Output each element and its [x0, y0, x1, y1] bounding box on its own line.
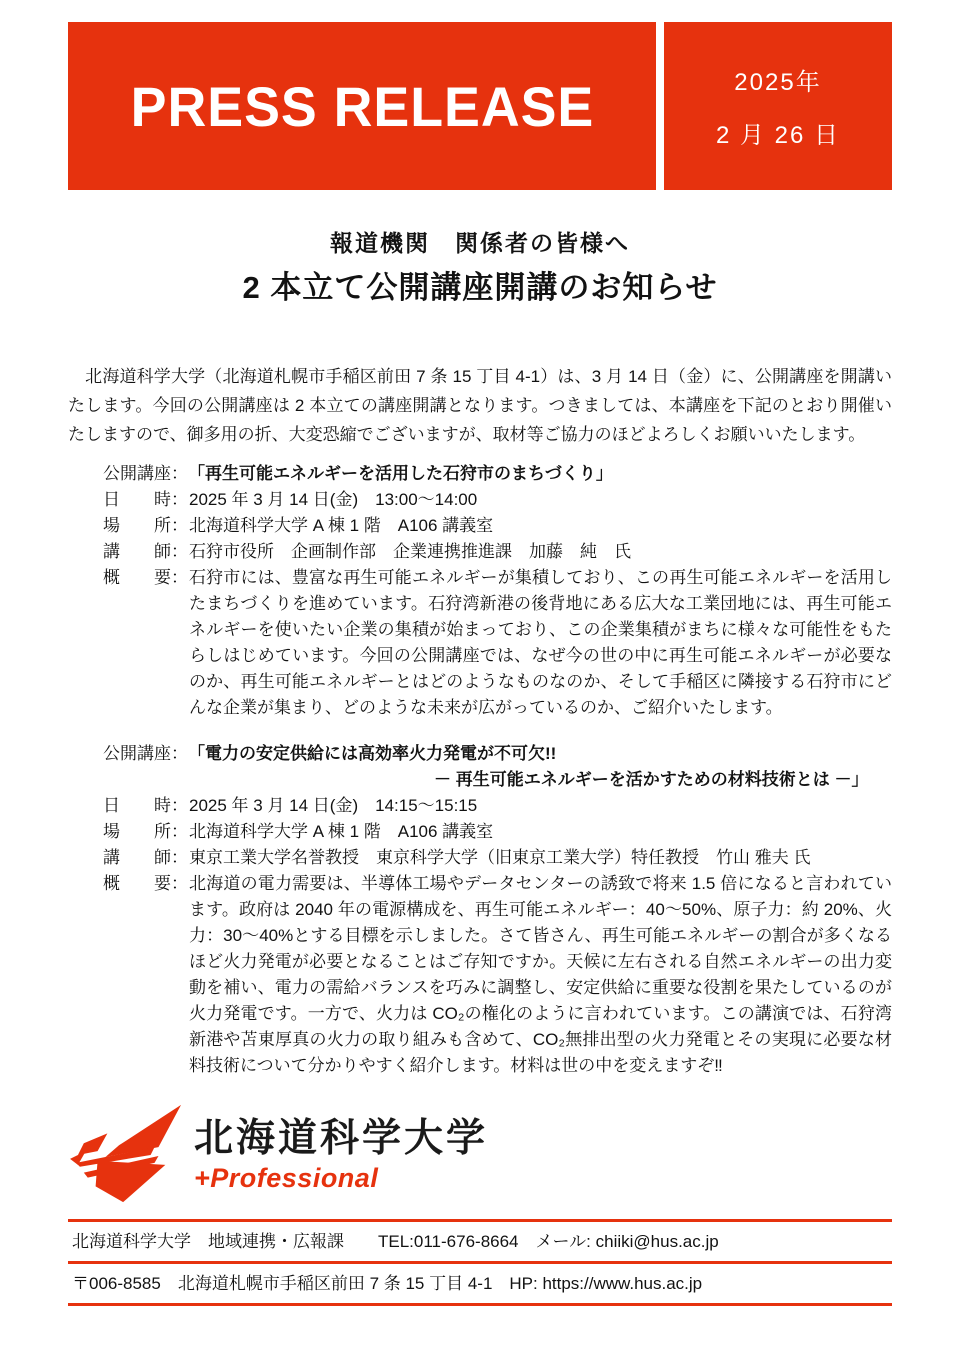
lecture1-title: 「再生可能エネルギーを活用した石狩市のまちづくり」	[188, 464, 613, 483]
datetime-value: 2025 年 3 月 14 日(金) 14:15～15:15	[189, 796, 478, 815]
summary-value: 石狩市には、豊富な再生可能エネルギーが集積しており、この再生可能エネルギーを活用したまちづくりを進めています。石狩湾新港の後背地にある広大な工業団地には、再生可能エネルギーを使いたい企業の集積が始まっており、この企業集積がまちに様々な可能性をもたらしはじめています。今回の公開講座では、なぜ今の世の中に再生可能エネルギーが必要なのか、再生可能エネルギーとはどのようなものなのか、そして手稲区に隣接する石狩市にどんな企業が集まり、どのような未来が広がっているのか、ご紹介いたします。	[189, 568, 892, 717]
press-release-title: PRESS RELEASE	[130, 74, 594, 138]
lecturer-label: 講 師：	[103, 848, 188, 867]
logo-text	[194, 1116, 488, 1194]
datetime-label: 日 時：	[103, 490, 188, 509]
lecture2-title-row	[103, 741, 892, 793]
lecture1-summary-row	[103, 565, 892, 721]
lecture1-datetime-row	[103, 487, 892, 513]
lecture1-lecturer-row	[103, 539, 892, 565]
lecture2-title	[188, 741, 868, 793]
lecture2-title-line2: － 再生可能エネルギーを活かすための材料技術とは －」	[434, 770, 869, 789]
datetime-value: 2025 年 3 月 14 日(金) 13:00～14:00	[189, 490, 478, 509]
lecture1-place-row	[103, 513, 892, 539]
university-logo	[70, 1100, 488, 1210]
lecture1-label: 公開講座：	[103, 464, 188, 483]
footer-divider-bottom	[68, 1303, 892, 1306]
place-value: 北海道科学大学 A 棟 1 階 A106 講義室	[189, 516, 494, 535]
hus-swoosh-mark-icon	[70, 1100, 188, 1210]
lecturer-value: 石狩市役所 企画制作部 企業連携推進課 加藤 純 氏	[189, 542, 631, 561]
lecturer-label: 講 師：	[103, 542, 188, 561]
footer-contact-line: 北海道科学大学 地域連携・広報課 TEL:011-676-8664 メール: chiiki@hus.ac.jp	[72, 1232, 719, 1251]
datetime-label: 日 時：	[103, 796, 188, 815]
footer-address-line: 〒006-8585 北海道札幌市手稲区前田 7 条 15 丁目 4-1 HP: https://www.hus.ac.jp	[72, 1274, 703, 1293]
place-label: 場 所：	[103, 822, 188, 841]
lecture2-summary-row	[103, 871, 892, 1079]
page-title: 2 本立て公開講座開講のお知らせ	[242, 270, 718, 305]
lecture2-lecturer-row	[103, 845, 892, 871]
lecture1-section	[103, 461, 892, 721]
date-box	[664, 22, 892, 190]
lecture2-place-row	[103, 819, 892, 845]
lecture1-title-row	[103, 461, 892, 487]
summary-label: 概 要：	[103, 568, 188, 587]
summary-value: 北海道の電力需要は、半導体工場やデータセンターの誘致で将来 1.5 倍になると言われています。政府は 2040 年の電源構成を、再生可能エネルギー：40～50%、原子力：約 20%、火力：30～40%とする目標を示しました。さて皆さん、再生可能エネルギーの割合が多くなるほど火力発電が必要となることはご存知ですか。天候に左右される自然エネルギーの出力変動を補い、電力の需給バランスを巧みに調整し、安定供給に重要な役割を果たしているのが火力発電です。一方で、火力は CO₂の権化のように言われています。この講演では、石狩湾新港や苫東厚真の火力の取り組みも含めて、CO₂無排出型の火力発電とその実現に必要な材料技術について分かりやすく紹介します。材料は世の中を変えますぞ‼	[189, 874, 892, 1075]
header	[0, 0, 960, 190]
intro-paragraph: 北海道科学大学（北海道札幌市手稲区前田 7 条 15 丁目 4-1）は、3 月 14 日（金）に、公開講座を開講いたします。今回の公開講座は 2 本立ての講座開講となります。つきましては、本講座を下記のとおり開催いたしますので、御多用の折、大変恐縮でございますが、取材等ご協力のほどよろしくお願いいたします。	[68, 367, 892, 444]
logo-university-name: 北海道科学大学	[194, 1117, 489, 1160]
press-release-banner	[68, 22, 656, 190]
lecture2-title-line1: 「電力の安定供給には高効率火力発電が不可欠!!	[188, 744, 557, 763]
logo-tagline: +Professional	[194, 1163, 379, 1193]
date-monthday: 2 月 26 日	[715, 122, 841, 149]
place-value: 北海道科学大学 A 棟 1 階 A106 講義室	[189, 822, 494, 841]
date-year: 2025年	[734, 69, 822, 96]
lecture2-label: 公開講座：	[103, 744, 188, 763]
summary-label: 概 要：	[103, 874, 188, 893]
addressee-line: 報道機関 関係者の皆様へ	[330, 230, 630, 256]
lecture2-datetime-row	[103, 793, 892, 819]
footer	[68, 1219, 892, 1306]
lecturer-value: 東京工業大学名誉教授 東京科学大学（旧東京工業大学）特任教授 竹山 雅夫 氏	[189, 848, 811, 867]
place-label: 場 所：	[103, 516, 188, 535]
lecture2-section	[103, 741, 892, 1079]
